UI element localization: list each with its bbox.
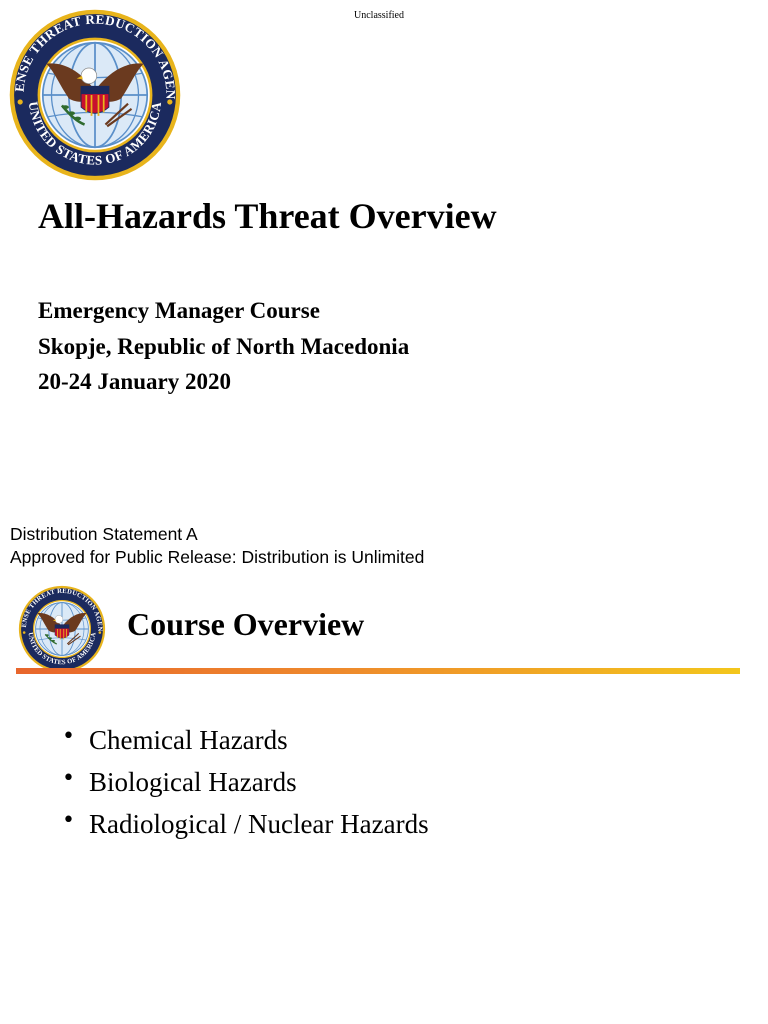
dtra-seal-icon — [8, 8, 182, 182]
course-dates: 20-24 January 2020 — [38, 369, 231, 394]
bullet-item: • Radiological / Nuclear Hazards — [62, 803, 429, 845]
course-name: Emergency Manager Course — [38, 298, 320, 323]
course-location: Skopje, Republic of North Macedonia — [38, 333, 410, 359]
bullet-icon: • — [62, 724, 75, 749]
bullet-icon: • — [62, 808, 75, 833]
release-statement: Approved for Public Release: Distribution is Unlimited — [10, 547, 425, 567]
classification-marking: Unclassified — [354, 10, 404, 21]
bullet-item: • Biological Hazards — [62, 761, 429, 803]
distribution-statement — [10, 523, 424, 569]
slide-title: All-Hazards Threat Overview — [38, 196, 497, 236]
course-info — [38, 293, 409, 400]
bullet-item: • Chemical Hazards — [62, 719, 429, 761]
overview-bullet-list — [62, 719, 429, 845]
distribution-label: Distribution Statement A — [10, 524, 198, 544]
section-title: Course Overview — [127, 606, 365, 642]
bullet-icon: • — [62, 766, 75, 791]
dtra-seal-small-icon — [18, 585, 106, 673]
gradient-divider — [16, 668, 740, 674]
